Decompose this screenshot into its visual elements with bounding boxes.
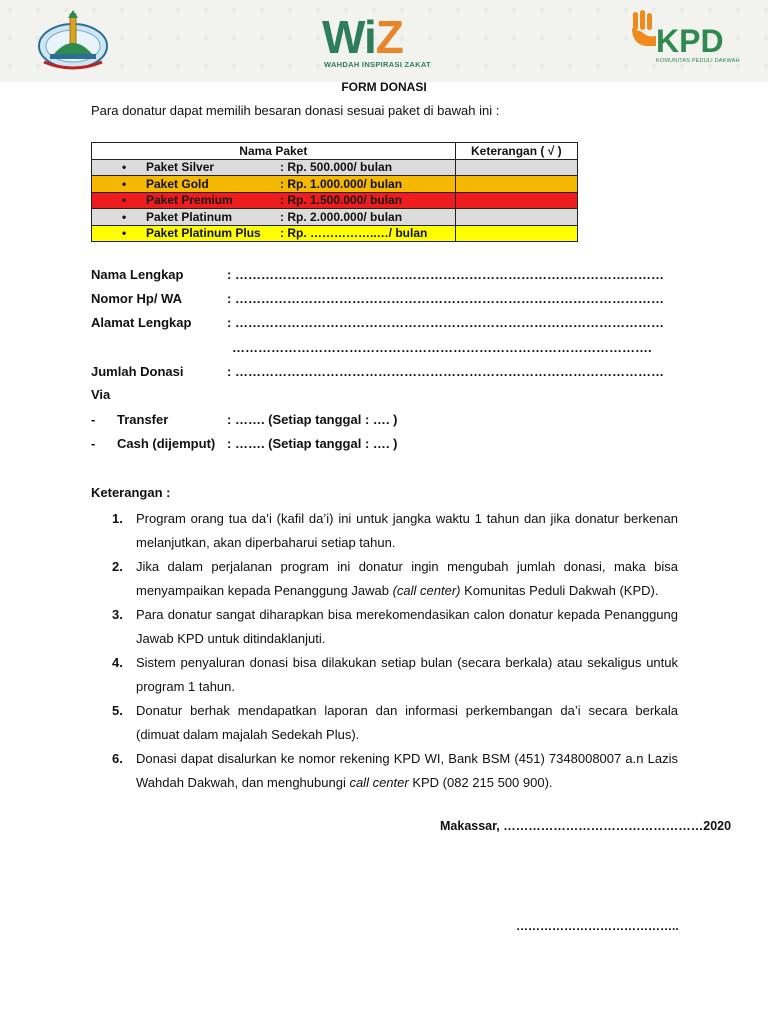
- list-item: 4. Sistem penyaluran donasi bisa dilakukan setiap bulan (secara berkala) atau sekaligus untuk program 1 tahun.: [112, 655, 678, 694]
- package-name: Paket Silver: [146, 160, 215, 175]
- field-nama-lengkap[interactable]: [91, 267, 664, 282]
- field-label: Via: [91, 387, 111, 402]
- package-price: : Rp. 500.000/ bulan: [280, 160, 393, 175]
- fill-line[interactable]: : ………………………………………………………………………………………: [227, 267, 664, 282]
- field-nomor-hp[interactable]: [91, 291, 664, 306]
- dash: -: [91, 412, 96, 427]
- field-label: Nomor Hp/ WA: [91, 291, 182, 306]
- bullet: •: [122, 193, 127, 208]
- bullet: •: [122, 209, 127, 224]
- dash: -: [91, 436, 96, 451]
- field-transfer[interactable]: [91, 412, 397, 427]
- package-price: : Rp. 2.000.000/ bulan: [280, 209, 403, 224]
- table-row: [92, 209, 578, 226]
- fill-line[interactable]: : ………………………………………………………………………………………: [227, 291, 664, 306]
- checkmark-cell[interactable]: [455, 159, 577, 176]
- package-name: Paket Platinum Plus: [146, 226, 261, 241]
- place-date[interactable]: Makassar, …………………………………………2020: [440, 819, 732, 833]
- field-label: Cash (dijemput): [117, 436, 216, 451]
- header-keterangan: Keterangan ( √ ): [455, 143, 577, 160]
- package-price: : Rp. ……………..…/ bulan: [280, 226, 428, 241]
- fill-line[interactable]: : ……. (Setiap tanggal : …. ): [227, 412, 398, 427]
- field-alamat-line2[interactable]: [232, 340, 652, 355]
- kpd-tagline: KOMUNITAS PEDULI DAKWAH: [656, 58, 740, 64]
- table-row: [92, 159, 578, 176]
- wiz-logo: [318, 12, 448, 74]
- field-via: [91, 387, 110, 402]
- table-row: [92, 192, 578, 209]
- package-price: : Rp. 1.000.000/ bulan: [280, 176, 403, 191]
- keterangan-list: [112, 507, 678, 795]
- signature-line[interactable]: …………………………………..: [516, 919, 679, 933]
- kpd-wordmark: KPD: [656, 23, 724, 59]
- checkmark-cell[interactable]: [455, 225, 577, 242]
- field-cash[interactable]: [91, 436, 397, 451]
- kpd-logo: [630, 10, 738, 72]
- field-label: Jumlah Donasi: [91, 364, 184, 379]
- package-table: [91, 142, 578, 242]
- letterhead: [0, 0, 768, 82]
- form-title: FORM DONASI: [341, 80, 427, 94]
- checkmark-cell[interactable]: [455, 176, 577, 193]
- keterangan-title: Keterangan :: [91, 485, 171, 500]
- list-item: 5. Donatur berhak mendapatkan laporan dan informasi perkembangan da’i secara berkala (dimuat dalam majalah Sedekah Plus).: [112, 703, 678, 742]
- fill-line[interactable]: : ………………………………………………………………………………………: [227, 364, 664, 379]
- bullet: •: [122, 160, 127, 175]
- field-label: Alamat Lengkap: [91, 315, 192, 330]
- bullet: •: [122, 226, 127, 241]
- field-label: Transfer: [117, 412, 169, 427]
- mosque-emblem-logo: [36, 10, 110, 72]
- intro-text: Para donatur dapat memilih besaran donasi sesuai paket di bawah ini :: [91, 103, 500, 118]
- list-item: 1. Program orang tua da’i (kafil da’i) ini untuk jangka waktu 1 tahun dan jika donatur berkenan melanjutkan, akan diperbaharui setiap tahun.: [112, 511, 678, 550]
- package-name: Paket Gold: [146, 176, 209, 191]
- package-name: Paket Platinum: [146, 209, 233, 224]
- field-jumlah-donasi[interactable]: [91, 364, 664, 379]
- fill-line[interactable]: : ………………………………………………………………………………………: [227, 315, 664, 330]
- package-name: Paket Premium: [146, 193, 233, 208]
- list-item: 2. Jika dalam perjalanan program ini donatur ingin mengubah jumlah donasi, maka bisa menyampaikan kepada Penanggung Jawab (call center) Komunitas Peduli Dakwah (KPD).: [112, 559, 678, 598]
- bullet: •: [122, 176, 127, 191]
- wiz-wordmark: WiZ: [322, 11, 403, 63]
- fill-line[interactable]: …………………………………………………………………………………….: [232, 340, 652, 355]
- wiz-tagline: WAHDAH INSPIRASI ZAKAT: [324, 60, 431, 69]
- table-header-row: [92, 143, 578, 160]
- header-nama-paket: Nama Paket: [92, 143, 456, 160]
- package-price: : Rp. 1.500.000/ bulan: [280, 193, 403, 208]
- field-alamat-lengkap[interactable]: [91, 315, 664, 330]
- field-label: Nama Lengkap: [91, 267, 184, 282]
- list-item: 6. Donasi dapat disalurkan ke nomor rekening KPD WI, Bank BSM (451) 7348008007 a.n Lazis Wahdah Dakwah, dan menghubungi call center KPD (082 215 500 900).: [112, 751, 678, 790]
- list-item: 3. Para donatur sangat diharapkan bisa merekomendasikan calon donatur kepada Penanggung Jawab KPD untuk ditindaklanjuti.: [112, 607, 678, 646]
- checkmark-cell[interactable]: [455, 192, 577, 209]
- fill-line[interactable]: : ……. (Setiap tanggal : …. ): [227, 436, 398, 451]
- table-row: [92, 225, 578, 242]
- checkmark-cell[interactable]: [455, 209, 577, 226]
- table-row: [92, 176, 578, 193]
